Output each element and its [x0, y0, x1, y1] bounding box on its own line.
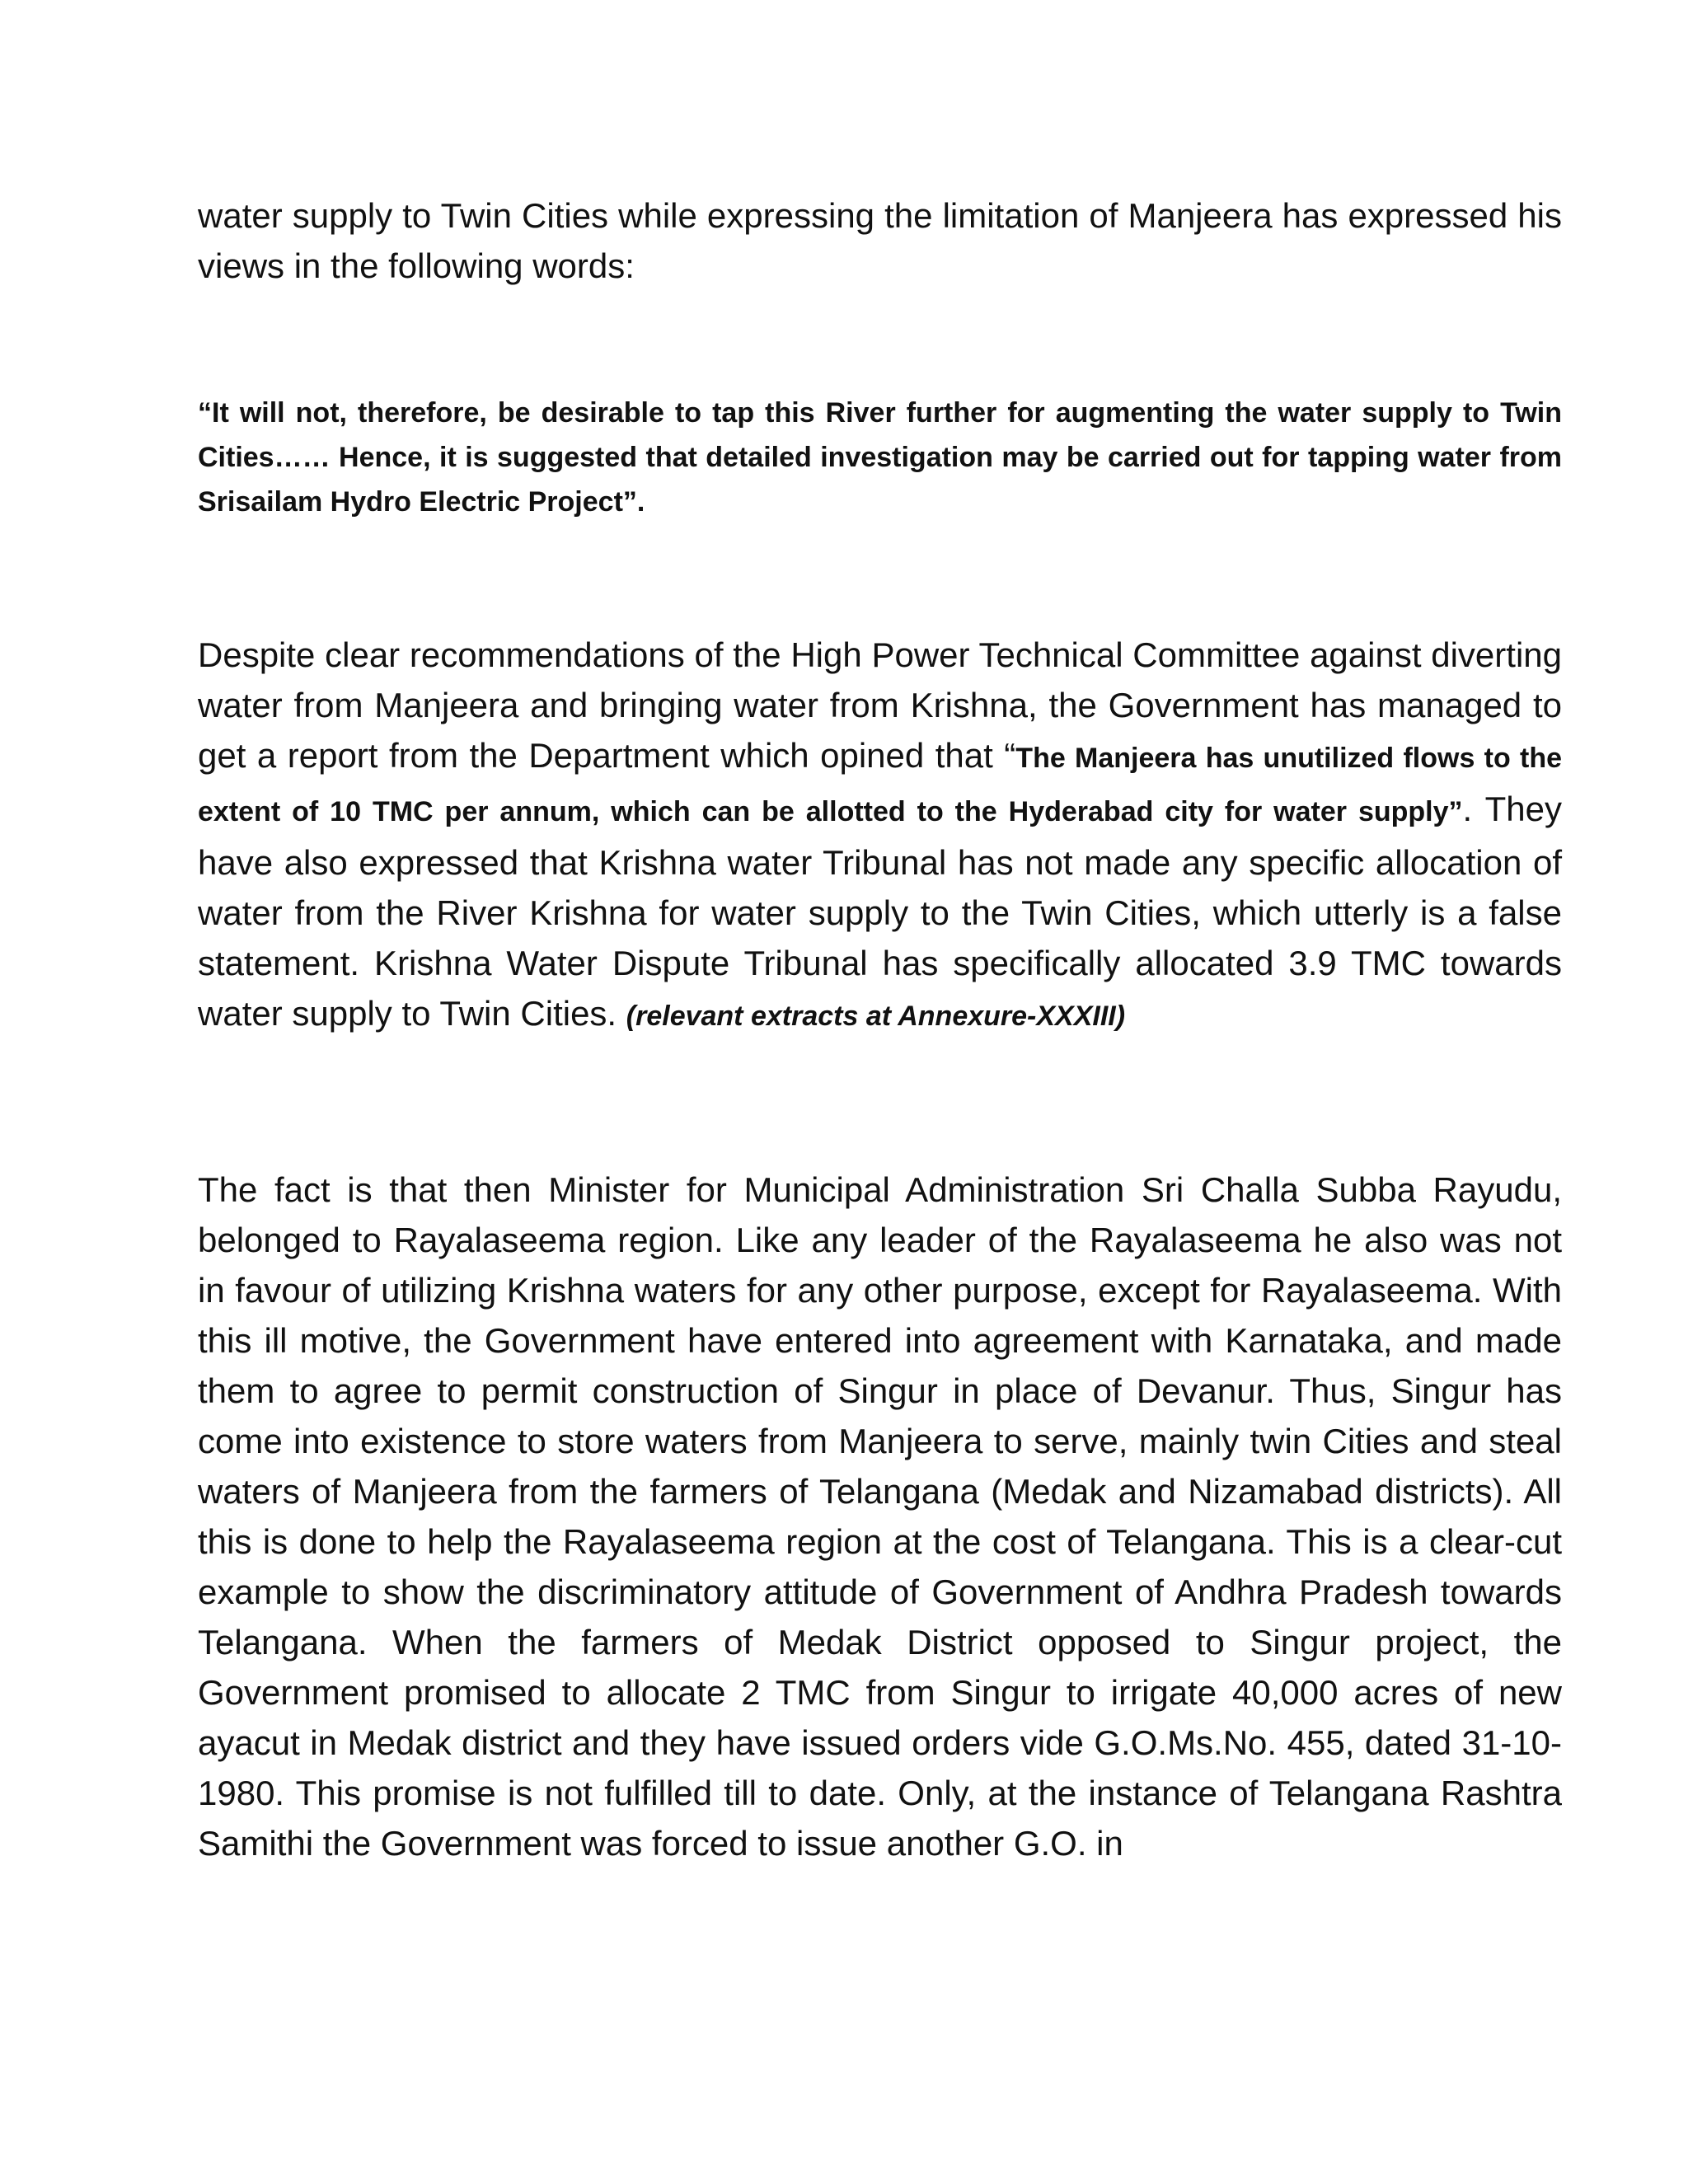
- report-paragraph-lead: Despite clear recommendations of the High Power Technical Committee against diverting water from Manjeera and bringing water from Krishna, the Government has managed to get a report from the Department which opined that “: [198, 635, 1562, 775]
- report-paragraph: [198, 630, 1562, 1042]
- report-paragraph-rest: . They have also expressed that Krishna water Tribunal has not made any specific allocation of water from the River Krishna for water supply to the Twin Cities, which utterly is a false statement. Krishna Water Dispute Tribunal has specifically allocated 3.9 TMC towards water supply to Twin Cities.: [198, 790, 1562, 1033]
- singur-history-paragraph: The fact is that then Minister for Municipal Administration Sri Challa Subba Rayudu, belonged to Rayalaseema region. Like any leader of the Rayalaseema he also was not in favour of utilizing Krishna waters for any other purpose, except for Rayalaseema. With this ill motive, the Government have entered into agreement with Karnataka, and made them to agree to permit construction of Singur in place of Devanur. Thus, Singur has come into existence to store waters from Manjeera to serve, mainly twin Cities and steal waters of Manjeera from the farmers of Telangana (Medak and Nizamabad districts). All this is done to help the Rayalaseema region at the cost of Telangana. This is a clear-cut example to show the discriminatory attitude of Government of Andhra Pradesh towards Telangana. When the farmers of Medak District opposed to Singur project, the Government promised to allocate 2 TMC from Singur to irrigate 40,000 acres of new ayacut in Medak district and they have issued orders vide G.O.Ms.No. 455, dated 31-10-1980. This promise is not fulfilled till to date. Only, at the instance of Telangana Rashtra Samithi the Government was forced to issue another G.O. in: [198, 1170, 1562, 1863]
- committee-quote-paragraph: “It will not, therefore, be desirable to tap this River further for augmenting the water supply to Twin Cities…… Hence, it is suggested that detailed investigation may be carried out for tapping water from Srisailam Hydro Electric Project”.: [198, 397, 1562, 518]
- intro-paragraph: water supply to Twin Cities while expressing the limitation of Manjeera has expressed his views in the following words:: [198, 196, 1562, 285]
- annexure-reference: (relevant extracts at Annexure-XXXIII): [626, 1001, 1126, 1032]
- department-report-quote: The Manjeera has unutilized flows to the extent of 10 TMC per annum, which can be allotted to the Hyderabad city for water supply”: [198, 743, 1563, 827]
